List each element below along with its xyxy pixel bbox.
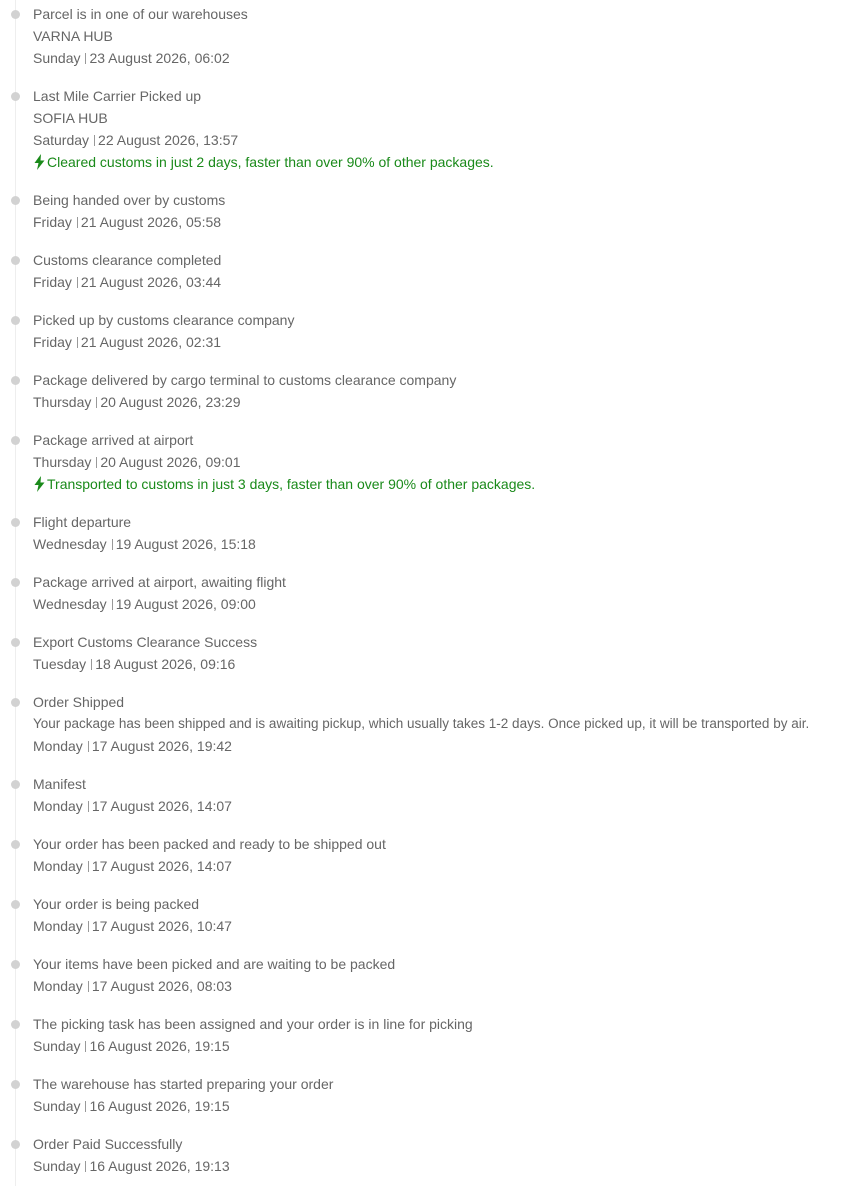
- timeline-dot: [11, 316, 20, 325]
- separator: [112, 539, 113, 550]
- timeline-dot: [11, 840, 20, 849]
- separator: [91, 659, 92, 670]
- timeline-dot: [11, 638, 20, 647]
- separator: [85, 1161, 86, 1172]
- event-date: 17 August 2026, 08:03: [91, 978, 232, 994]
- event-day: Monday: [33, 918, 83, 934]
- event-title: Parcel is in one of our warehouses: [33, 6, 248, 22]
- timeline-dot: [11, 436, 20, 445]
- event-title: Customs clearance completed: [33, 252, 222, 268]
- event-title: Being handed over by customs: [33, 192, 226, 208]
- event-title: The warehouse has started preparing your order: [33, 1076, 334, 1092]
- separator: [77, 217, 78, 228]
- event-timestamp: [33, 915, 232, 937]
- speed-note: [33, 151, 494, 173]
- event-day: Friday: [33, 214, 72, 230]
- event-title: Order Paid Successfully: [33, 1136, 183, 1152]
- event-title: Export Customs Clearance Success: [33, 634, 258, 650]
- event-day: Sunday: [33, 1098, 81, 1114]
- separator: [85, 1041, 86, 1052]
- event-date: 19 August 2026, 09:00: [115, 596, 256, 612]
- separator: [96, 457, 97, 468]
- event-timestamp: [33, 47, 230, 69]
- event-day: Monday: [33, 738, 83, 754]
- event-timestamp: [33, 271, 221, 293]
- event-title: Your order has been packed and ready to be shipped out: [33, 836, 386, 852]
- event-timestamp: [33, 855, 232, 877]
- event-day: Wednesday: [33, 536, 107, 552]
- event-date: 16 August 2026, 19:15: [89, 1038, 230, 1054]
- event-title: Order Shipped: [33, 694, 125, 710]
- event-date: 22 August 2026, 13:57: [98, 132, 239, 148]
- event-date: 17 August 2026, 14:07: [91, 798, 232, 814]
- timeline-dot: [11, 780, 20, 789]
- separator: [88, 861, 89, 872]
- separator: [88, 981, 89, 992]
- timeline-dot: [11, 376, 20, 385]
- event-date: 19 August 2026, 15:18: [115, 536, 256, 552]
- event-title: Flight departure: [33, 514, 132, 530]
- separator: [88, 921, 89, 932]
- event-title: Manifest: [33, 776, 86, 792]
- timeline-dot: [11, 196, 20, 205]
- event-date: 20 August 2026, 09:01: [100, 454, 241, 470]
- speed-note-text: Transported to customs in just 3 days, faster than over 90% of other packages.: [47, 476, 536, 492]
- event-day: Saturday: [33, 132, 90, 148]
- event-title: Package delivered by cargo terminal to customs clearance company: [33, 372, 457, 388]
- event-title: Your order is being packed: [33, 896, 200, 912]
- timeline-dot: [11, 518, 20, 527]
- event-date: 20 August 2026, 23:29: [100, 394, 241, 410]
- timeline-dot: [11, 900, 20, 909]
- event-date: 21 August 2026, 05:58: [80, 214, 222, 230]
- event-timestamp: [33, 795, 232, 817]
- event-date: 21 August 2026, 03:44: [80, 274, 222, 290]
- event-date: 16 August 2026, 19:15: [89, 1098, 230, 1114]
- event-location: VARNA HUB: [33, 28, 113, 44]
- timeline-dot: [11, 1080, 20, 1089]
- event-title: The picking task has been assigned and your order is in line for picking: [33, 1016, 473, 1032]
- event-title: Your items have been picked and are waiting to be packed: [33, 956, 396, 972]
- lightning-bolt-icon: [33, 154, 46, 170]
- event-day: Monday: [33, 798, 83, 814]
- separator: [85, 53, 86, 64]
- timeline-dot: [11, 256, 20, 265]
- event-day: Monday: [33, 858, 83, 874]
- event-date: 18 August 2026, 09:16: [95, 656, 236, 672]
- event-timestamp: [33, 1095, 230, 1117]
- event-timestamp: [33, 211, 221, 233]
- event-date: 16 August 2026, 19:13: [89, 1158, 230, 1174]
- timeline-dot: [11, 1140, 20, 1149]
- timeline-dot: [11, 10, 20, 19]
- event-date: 17 August 2026, 10:47: [91, 918, 232, 934]
- separator: [96, 397, 97, 408]
- lightning-bolt-icon: [33, 476, 46, 492]
- event-timestamp: [33, 593, 256, 615]
- event-day: Sunday: [33, 1038, 81, 1054]
- event-date: 17 August 2026, 14:07: [91, 858, 232, 874]
- event-day: Friday: [33, 274, 72, 290]
- event-day: Friday: [33, 334, 72, 350]
- event-day: Monday: [33, 978, 83, 994]
- event-timestamp: [33, 533, 256, 555]
- event-description: Your package has been shipped and is awaiting pickup, which usually takes 1-2 days. Once picked up, it will be transported by air.: [33, 716, 810, 731]
- event-timestamp: [33, 975, 232, 997]
- event-title: Package arrived at airport, awaiting flight: [33, 574, 286, 590]
- timeline-dot: [11, 92, 20, 101]
- event-title: Package arrived at airport: [33, 432, 194, 448]
- timeline-rail: [15, 0, 16, 1186]
- timeline-dot: [11, 698, 20, 707]
- event-day: Thursday: [33, 394, 92, 410]
- separator: [77, 337, 78, 348]
- timeline-dot: [11, 578, 20, 587]
- event-timestamp: [33, 735, 232, 757]
- separator: [88, 801, 89, 812]
- separator: [77, 277, 78, 288]
- event-day: Thursday: [33, 454, 92, 470]
- separator: [112, 599, 113, 610]
- event-location: SOFIA HUB: [33, 110, 108, 126]
- separator: [94, 135, 95, 146]
- event-title: Last Mile Carrier Picked up: [33, 88, 202, 104]
- event-date: 23 August 2026, 06:02: [89, 50, 230, 66]
- event-timestamp: [33, 1035, 230, 1057]
- timeline-dot: [11, 1020, 20, 1029]
- event-date: 17 August 2026, 19:42: [91, 738, 232, 754]
- event-day: Sunday: [33, 50, 81, 66]
- event-day: Wednesday: [33, 596, 107, 612]
- event-timestamp: [33, 653, 235, 675]
- event-timestamp: [33, 331, 221, 353]
- event-day: Tuesday: [33, 656, 87, 672]
- separator: [85, 1101, 86, 1112]
- speed-note: [33, 473, 535, 495]
- event-date: 21 August 2026, 02:31: [80, 334, 222, 350]
- event-timestamp: [33, 391, 240, 413]
- timeline-dot: [11, 960, 20, 969]
- event-timestamp: [33, 451, 240, 473]
- event-title: Picked up by customs clearance company: [33, 312, 295, 328]
- event-timestamp: [33, 1155, 230, 1177]
- separator: [88, 741, 89, 752]
- speed-note-text: Cleared customs in just 2 days, faster than over 90% of other packages.: [47, 154, 494, 170]
- event-day: Sunday: [33, 1158, 81, 1174]
- event-timestamp: [33, 129, 238, 151]
